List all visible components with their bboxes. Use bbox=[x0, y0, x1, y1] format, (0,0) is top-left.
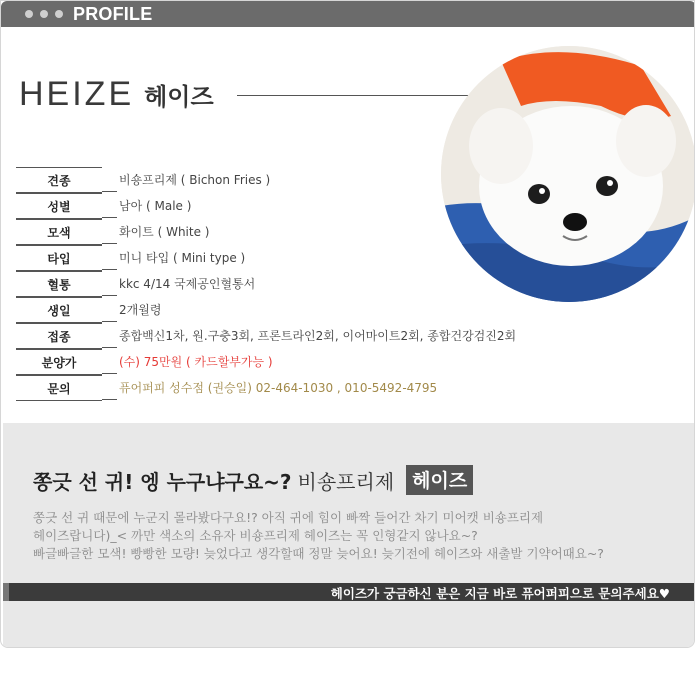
promo-section bbox=[3, 423, 694, 647]
info-value: kkc 4/14 국제공인혈통서 bbox=[119, 276, 256, 291]
info-value: 남아 ( Male ) bbox=[119, 198, 192, 213]
header-title: PROFILE bbox=[73, 4, 153, 24]
promo-description bbox=[33, 509, 604, 563]
cta-accent bbox=[3, 583, 9, 601]
dot-icon bbox=[25, 10, 33, 18]
cta-text: 헤이즈가 궁금하신 분은 지금 바로 퓨어퍼피으로 문의주세요♥ bbox=[330, 586, 670, 601]
info-value: 2개월령 bbox=[119, 302, 162, 317]
info-label: 혈통 bbox=[16, 271, 102, 297]
info-label: 문의 bbox=[16, 375, 102, 401]
info-label: 모색 bbox=[16, 219, 102, 245]
info-value: 비숑프리제 ( Bichon Fries ) bbox=[119, 172, 271, 187]
contact-value: 퓨어퍼피 성수점 (권승일) 02-464-1030 , 010-5492-4795 bbox=[119, 380, 438, 395]
row-divider bbox=[102, 217, 117, 218]
dog-name-english: HEIZE bbox=[19, 75, 135, 113]
row-divider bbox=[102, 295, 117, 296]
info-row bbox=[16, 271, 536, 297]
promo-headline bbox=[33, 465, 473, 495]
info-row bbox=[16, 167, 536, 193]
info-label: 견종 bbox=[16, 167, 102, 193]
promo-line: 쫑긋 선 귀 때문에 누군지 몰라봤다구요!? 아직 귀에 힘이 빠짝 들어간 차기 미어캣 비숑프리제 bbox=[33, 510, 544, 525]
dog-name-korean: 헤이즈 bbox=[144, 83, 214, 111]
info-row bbox=[16, 193, 536, 219]
promo-headline-bold: 쫑긋 선 귀! 엥 누구냐구요~? bbox=[33, 469, 292, 494]
promo-line: 헤이즈랍니다)_< 까만 색소의 소유자 비숑프리제 헤이즈는 꼭 인형같지 않나요~? bbox=[33, 528, 478, 543]
info-row bbox=[16, 219, 536, 245]
info-row bbox=[16, 323, 536, 349]
promo-line: 빠글빠글한 모색! 빵빵한 모량! 늦었다고 생각할때 정말 늦어요! 늦기전에 헤이즈와 새출발 기약어때요~? bbox=[33, 546, 604, 561]
row-divider bbox=[102, 243, 117, 244]
info-label: 타입 bbox=[16, 245, 102, 271]
info-row bbox=[16, 245, 536, 271]
heading-divider bbox=[237, 95, 473, 96]
row-divider bbox=[102, 321, 117, 322]
cta-bar bbox=[3, 583, 694, 601]
row-divider bbox=[102, 191, 117, 192]
price-value: (수) 75만원 ( 카드할부가능 ) bbox=[119, 354, 273, 369]
row-divider bbox=[102, 373, 117, 374]
info-label: 성별 bbox=[16, 193, 102, 219]
row-divider bbox=[102, 347, 117, 348]
info-label: 생일 bbox=[16, 297, 102, 323]
row-divider bbox=[102, 399, 117, 400]
dot-icon bbox=[55, 10, 63, 18]
row-divider bbox=[102, 269, 117, 270]
info-value: 종합백신1차, 원.구충3회, 프론트라인2회, 이어마이트2회, 종합건강검진2회 bbox=[119, 328, 517, 343]
info-value: 화이트 ( White ) bbox=[119, 224, 210, 239]
info-label: 접종 bbox=[16, 323, 102, 349]
info-value: 미니 타입 ( Mini type ) bbox=[119, 250, 246, 265]
info-row bbox=[16, 297, 536, 323]
profile-header-bar bbox=[1, 1, 695, 27]
dot-icon bbox=[40, 10, 48, 18]
promo-headline-name: 헤이즈 bbox=[406, 465, 473, 495]
dog-name-heading bbox=[19, 75, 214, 115]
info-row bbox=[16, 375, 536, 401]
promo-headline-breed: 비숑프리제 bbox=[297, 469, 395, 494]
info-label: 분양가 bbox=[16, 349, 102, 375]
info-row bbox=[16, 349, 536, 375]
